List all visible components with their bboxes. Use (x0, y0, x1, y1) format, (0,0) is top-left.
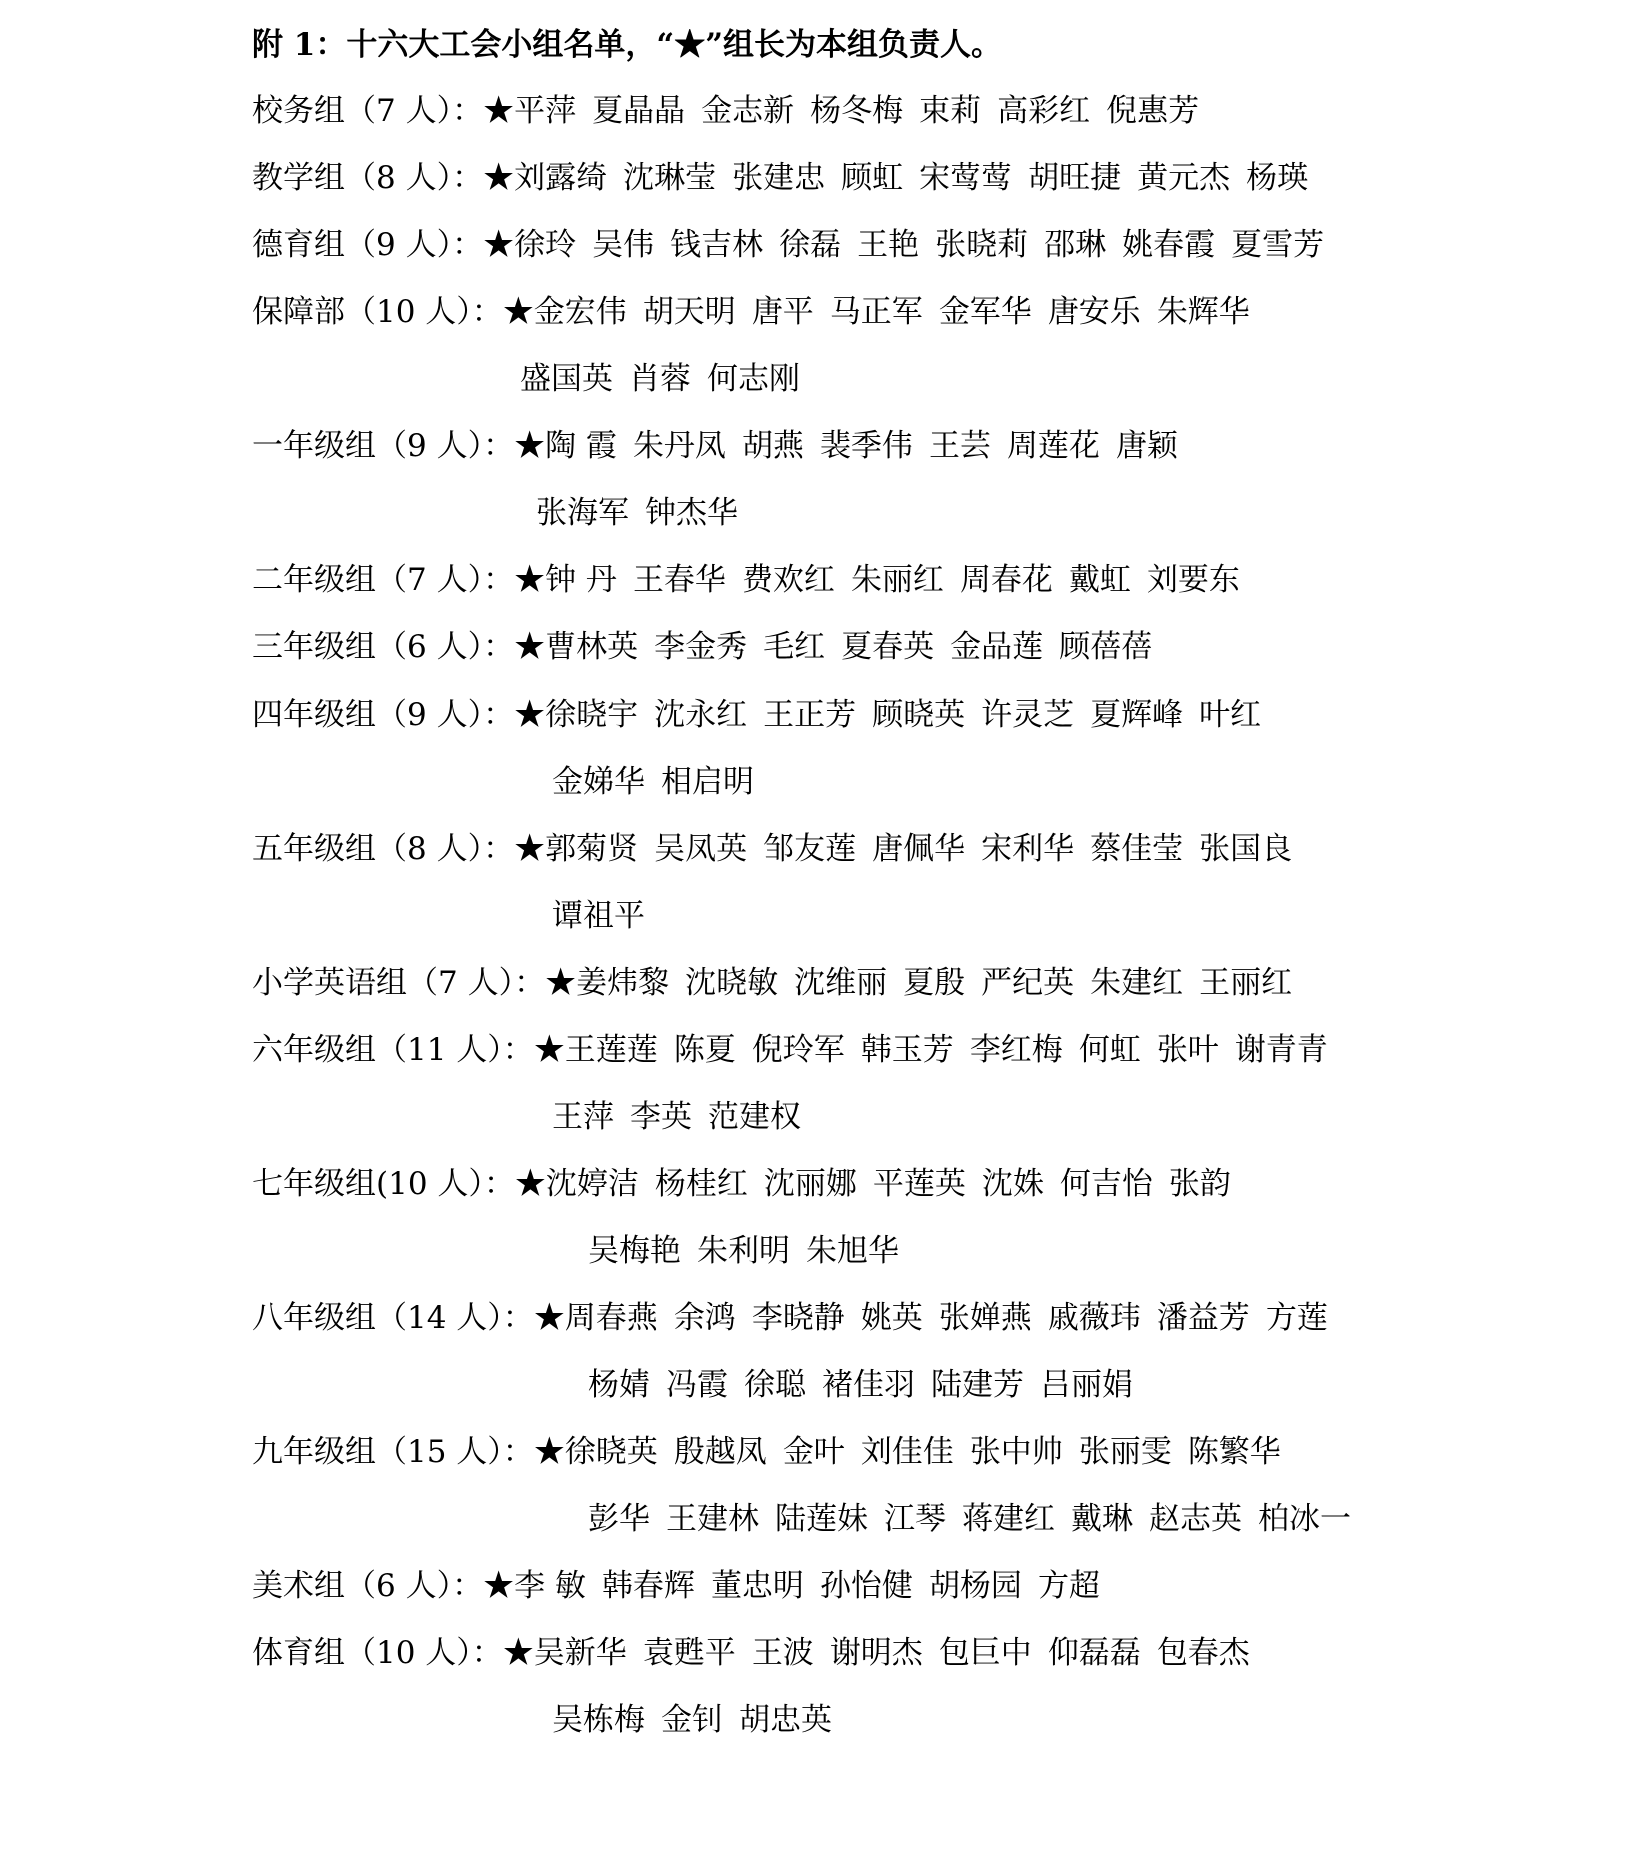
group-leader-name: ★金宏伟 (502, 294, 627, 330)
group-continuation-row (588, 1494, 1367, 1544)
group-label: 二年级组（7 人）： (252, 562, 515, 598)
member-name: 胡忠英 (739, 1702, 832, 1738)
member-name: 李晓静 (751, 1300, 845, 1336)
member-name: 陈夏 (673, 1032, 736, 1068)
group-label: 九年级组（15 人）： (252, 1434, 534, 1470)
group-leader-name: ★陶 霞 (514, 428, 617, 464)
group-label: 四年级组（9 人）： (252, 697, 515, 733)
member-name: 吴栋梅 (552, 1702, 645, 1738)
member-name: 张叶 (1156, 1032, 1219, 1068)
member-name: 吕丽娟 (1040, 1367, 1133, 1403)
member-name: 沈晓敏 (685, 965, 779, 1001)
member-name: 唐安乐 (1047, 294, 1141, 330)
member-name: 金钊 (661, 1702, 723, 1738)
member-name: 费欢红 (741, 562, 835, 598)
member-name: 王丽红 (1199, 965, 1293, 1001)
member-name: 方莲 (1265, 1300, 1328, 1336)
member-name: 范建权 (708, 1099, 801, 1135)
member-name: 张晓莉 (935, 227, 1029, 263)
member-name: 谢青青 (1234, 1032, 1328, 1068)
member-name: 宋利华 (981, 831, 1075, 867)
group-leader-name: ★徐晓英 (533, 1434, 658, 1470)
member-name: 束莉 (919, 93, 982, 129)
member-name: 王正芳 (763, 697, 857, 733)
group-label: 七年级组(10 人）： (252, 1166, 515, 1202)
member-name: 陆莲妹 (775, 1501, 868, 1537)
member-name: 王波 (751, 1635, 814, 1671)
member-name: 韩春辉 (601, 1568, 695, 1604)
member-name: 宋莺莺 (919, 160, 1013, 196)
group-row (252, 1561, 1116, 1611)
member-name: 方超 (1037, 1568, 1100, 1604)
group-label: 德育组（9 人）： (252, 227, 484, 263)
group-label: 八年级组（14 人）： (252, 1300, 534, 1336)
group-label: 美术组（6 人）： (252, 1568, 484, 1604)
member-name: 何志刚 (707, 361, 800, 397)
group-row (252, 1025, 1344, 1075)
group-leader-name: ★钟 丹 (514, 562, 617, 598)
member-name: 王春华 (632, 562, 726, 598)
member-name: 沈姝 (981, 1166, 1044, 1202)
member-name: 王芸 (928, 428, 991, 464)
member-name: 严纪英 (981, 965, 1075, 1001)
group-label: 三年级组（6 人）： (252, 629, 515, 665)
member-name: 李英 (630, 1099, 692, 1135)
group-label: 小学英语组（7 人）： (252, 965, 546, 1001)
group-leader-name: ★曹林英 (514, 629, 639, 665)
group-row (252, 824, 1308, 874)
member-name: 吴伟 (592, 227, 655, 263)
member-name: 邹友莲 (763, 831, 857, 867)
page-title: 附 1：十六大工会小组名单，“★”组长为本组负责人。 (252, 27, 1003, 63)
group-row (252, 1293, 1344, 1343)
group-label: 六年级组（11 人）： (252, 1032, 534, 1068)
member-name: 孙怡健 (819, 1568, 913, 1604)
member-name: 钱吉林 (670, 227, 764, 263)
member-name: 金品莲 (950, 629, 1044, 665)
member-name: 顾虹 (841, 160, 904, 196)
member-name: 顾晓英 (872, 697, 966, 733)
group-continuation-row (552, 757, 770, 807)
member-name: 夏晶晶 (592, 93, 686, 129)
group-label: 一年级组（9 人）： (252, 428, 515, 464)
member-name: 钟杰华 (645, 495, 738, 531)
member-name: 许灵芝 (981, 697, 1075, 733)
member-name: 张建忠 (732, 160, 826, 196)
group-label: 体育组（10 人）： (252, 1635, 503, 1671)
member-name: 朱辉华 (1156, 294, 1250, 330)
member-name: 刘要东 (1146, 562, 1240, 598)
group-continuation-row (552, 1092, 817, 1142)
member-name: 张丽雯 (1078, 1434, 1172, 1470)
member-name: 包巨中 (938, 1635, 1032, 1671)
member-name: 蒋建红 (962, 1501, 1055, 1537)
group-label: 教学组（8 人）： (252, 160, 484, 196)
member-name: 张婵燕 (938, 1300, 1032, 1336)
group-leader-name: ★徐晓宇 (514, 697, 639, 733)
member-name: 胡杨园 (928, 1568, 1022, 1604)
group-leader-name: ★姜炜黎 (545, 965, 670, 1001)
group-continuation-row (588, 1360, 1149, 1410)
member-name: 王艳 (857, 227, 920, 263)
member-name: 倪惠芳 (1106, 93, 1200, 129)
group-row (252, 958, 1308, 1008)
member-name: 夏春英 (841, 629, 935, 665)
member-name: 王萍 (552, 1099, 614, 1135)
member-name: 沈永红 (654, 697, 748, 733)
member-name: 杨冬梅 (810, 93, 904, 129)
member-name: 何虹 (1078, 1032, 1141, 1068)
group-leader-name: ★徐玲 (483, 227, 577, 263)
member-name: 张中帅 (969, 1434, 1063, 1470)
group-leader-name: ★刘露绮 (483, 160, 608, 196)
member-name: 黄元杰 (1137, 160, 1231, 196)
member-name: 杨瑛 (1246, 160, 1309, 196)
group-row (252, 153, 1324, 203)
member-name: 胡旺捷 (1028, 160, 1122, 196)
group-continuation-row (588, 1226, 915, 1276)
member-name: 董忠明 (710, 1568, 804, 1604)
member-name: 何吉怡 (1059, 1166, 1153, 1202)
group-leader-name: ★平萍 (483, 93, 577, 129)
group-row (252, 1628, 1266, 1678)
member-name: 夏辉峰 (1090, 697, 1184, 733)
member-name: 金娣华 (552, 764, 645, 800)
member-name: 夏雪芳 (1231, 227, 1325, 263)
member-name: 戚薇玮 (1047, 1300, 1141, 1336)
group-row (252, 287, 1266, 337)
member-name: 袁甦平 (642, 1635, 736, 1671)
member-name: 殷越凤 (673, 1434, 767, 1470)
member-name: 冯霞 (666, 1367, 728, 1403)
group-continuation-row (552, 891, 661, 941)
member-name: 周莲花 (1006, 428, 1100, 464)
member-name: 胡天明 (642, 294, 736, 330)
member-name: 周春花 (959, 562, 1053, 598)
group-row (252, 86, 1215, 136)
group-leader-name: ★郭菊贤 (514, 831, 639, 867)
member-name: 徐聪 (744, 1367, 806, 1403)
group-leader-name: ★李 敏 (483, 1568, 586, 1604)
member-name: 毛红 (763, 629, 826, 665)
member-name: 杨婧 (588, 1367, 650, 1403)
member-name: 张海军 (536, 495, 629, 531)
member-name: 潘益芳 (1156, 1300, 1250, 1336)
member-name: 刘佳佳 (860, 1434, 954, 1470)
member-name: 朱丹凤 (632, 428, 726, 464)
member-name: 唐颖 (1115, 428, 1178, 464)
member-name: 李红梅 (969, 1032, 1063, 1068)
group-row (252, 421, 1194, 471)
member-name: 吴凤英 (654, 831, 748, 867)
group-continuation-row (552, 1695, 848, 1745)
member-name: 徐磊 (779, 227, 842, 263)
group-leader-name: ★沈婷洁 (514, 1166, 639, 1202)
group-leader-name: ★王莲莲 (533, 1032, 658, 1068)
member-name: 朱建红 (1090, 965, 1184, 1001)
member-name: 谢明杰 (829, 1635, 923, 1671)
group-leader-name: ★吴新华 (502, 1635, 627, 1671)
member-name: 王建林 (666, 1501, 759, 1537)
member-name: 唐平 (751, 294, 814, 330)
member-name: 叶红 (1199, 697, 1262, 733)
member-name: 胡燕 (741, 428, 804, 464)
group-row (252, 555, 1256, 605)
member-name: 柏冰一 (1258, 1501, 1351, 1537)
group-row (252, 622, 1168, 672)
member-name: 姚春霞 (1122, 227, 1216, 263)
member-name: 姚英 (860, 1300, 923, 1336)
member-name: 陆建芳 (931, 1367, 1024, 1403)
member-name: 平莲英 (872, 1166, 966, 1202)
member-name: 褚佳羽 (822, 1367, 915, 1403)
member-name: 顾蓓蓓 (1059, 629, 1153, 665)
member-name: 盛国英 (520, 361, 613, 397)
member-name: 戴琳 (1071, 1501, 1133, 1537)
group-continuation-row (536, 488, 754, 538)
member-name: 仰磊磊 (1047, 1635, 1141, 1671)
member-name: 邵琳 (1044, 227, 1107, 263)
member-name: 相启明 (661, 764, 754, 800)
member-name: 蔡佳莹 (1090, 831, 1184, 867)
group-row (252, 1427, 1297, 1477)
group-row (252, 220, 1340, 270)
member-name: 沈琳莹 (623, 160, 717, 196)
member-name: 裴季伟 (819, 428, 913, 464)
member-name: 戴虹 (1068, 562, 1131, 598)
member-name: 金叶 (782, 1434, 845, 1470)
group-row (252, 1159, 1247, 1209)
member-name: 吴梅艳 (588, 1233, 681, 1269)
member-name: 张韵 (1168, 1166, 1231, 1202)
member-name: 江琴 (884, 1501, 946, 1537)
member-name: 陈繁华 (1187, 1434, 1281, 1470)
member-name: 朱丽红 (850, 562, 944, 598)
member-name: 夏殷 (903, 965, 966, 1001)
member-name: 马正军 (829, 294, 923, 330)
member-name: 杨桂红 (654, 1166, 748, 1202)
group-label: 校务组（7 人）： (252, 93, 484, 129)
member-name: 倪玲军 (751, 1032, 845, 1068)
member-name: 沈维丽 (794, 965, 888, 1001)
group-row (252, 690, 1277, 740)
member-name: 谭祖平 (552, 898, 645, 934)
member-name: 张国良 (1199, 831, 1293, 867)
member-name: 金志新 (701, 93, 795, 129)
member-name: 余鸿 (673, 1300, 736, 1336)
member-name: 肖蓉 (629, 361, 691, 397)
member-name: 韩玉芳 (860, 1032, 954, 1068)
member-name: 朱利明 (697, 1233, 790, 1269)
member-name: 金军华 (938, 294, 1032, 330)
member-name: 朱旭华 (806, 1233, 899, 1269)
member-name: 赵志英 (1149, 1501, 1242, 1537)
member-name: 包春杰 (1156, 1635, 1250, 1671)
group-continuation-row (520, 354, 816, 404)
member-name: 唐佩华 (872, 831, 966, 867)
member-name: 沈丽娜 (763, 1166, 857, 1202)
member-name: 彭华 (588, 1501, 650, 1537)
group-label: 五年级组（8 人）： (252, 831, 515, 867)
member-name: 李金秀 (654, 629, 748, 665)
member-name: 高彩红 (997, 93, 1091, 129)
group-label: 保障部（10 人）： (252, 294, 503, 330)
group-leader-name: ★周春燕 (533, 1300, 658, 1336)
